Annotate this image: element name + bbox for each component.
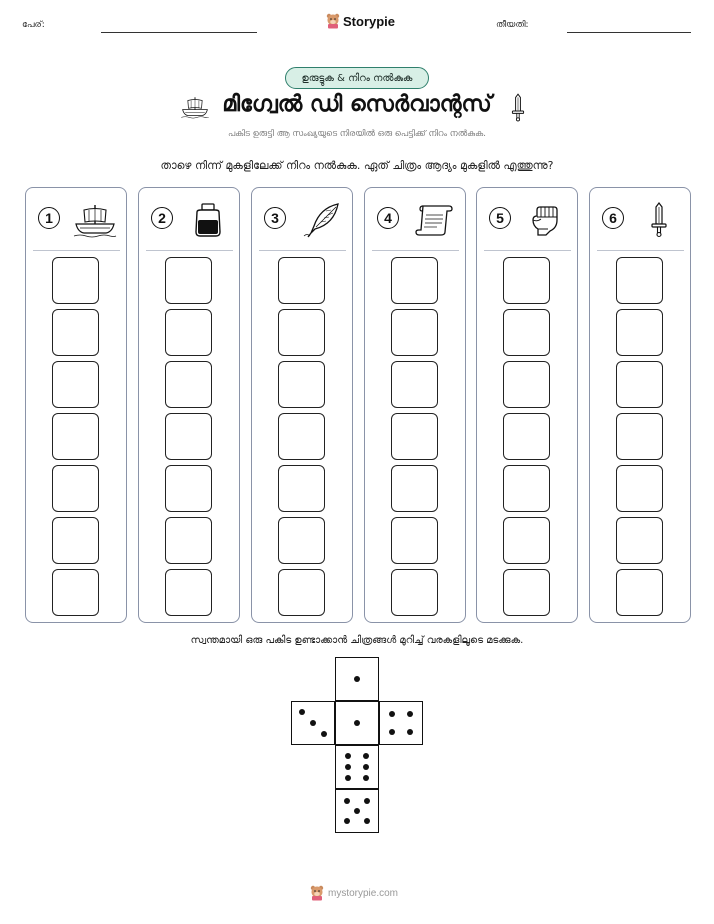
- die-pip: [363, 753, 369, 759]
- die-pip: [321, 731, 327, 737]
- color-box[interactable]: [391, 569, 438, 616]
- activity-tag: ഉരുട്ടുക & നിറം നൽകുക: [285, 67, 429, 89]
- color-box[interactable]: [165, 569, 212, 616]
- column-number: 6: [602, 207, 624, 229]
- die-pip: [407, 729, 413, 735]
- color-box[interactable]: [52, 517, 99, 564]
- color-box[interactable]: [52, 309, 99, 356]
- die-pip: [363, 775, 369, 781]
- sword-icon: [510, 92, 526, 122]
- column-2: [138, 187, 240, 623]
- color-box[interactable]: [278, 257, 325, 304]
- die-face: [335, 745, 379, 789]
- die-pip: [389, 711, 395, 717]
- color-box[interactable]: [391, 465, 438, 512]
- color-box[interactable]: [391, 309, 438, 356]
- storypie-bear-icon: [326, 13, 340, 29]
- die-pip: [344, 798, 350, 804]
- color-box[interactable]: [503, 569, 550, 616]
- column-divider: [597, 250, 684, 251]
- color-box[interactable]: [391, 257, 438, 304]
- name-line[interactable]: [101, 32, 257, 33]
- brand-name: Storypie: [343, 13, 396, 29]
- die-pip: [345, 753, 351, 759]
- column-5: [476, 187, 578, 623]
- column-divider: [484, 250, 571, 251]
- color-box[interactable]: [503, 309, 550, 356]
- color-box[interactable]: [503, 361, 550, 408]
- color-box[interactable]: [278, 517, 325, 564]
- die-pip: [354, 676, 360, 682]
- column-number: 5: [489, 207, 511, 229]
- color-box[interactable]: [165, 465, 212, 512]
- color-box[interactable]: [52, 257, 99, 304]
- color-box[interactable]: [165, 413, 212, 460]
- title-row: [0, 90, 714, 124]
- die-pip: [299, 709, 305, 715]
- color-box[interactable]: [278, 465, 325, 512]
- column-divider: [146, 250, 233, 251]
- fold-instruction: സ്വന്തമായി ഒരു പകിട ഉണ്ടാക്കാൻ ചിത്രങ്ങൾ മുറിച്ച് വരകളിലൂടെ മടക്കുക.: [190, 635, 524, 646]
- footer: [310, 885, 398, 901]
- column-divider: [372, 250, 459, 251]
- color-box[interactable]: [616, 569, 663, 616]
- color-box[interactable]: [391, 517, 438, 564]
- column-header: [375, 200, 457, 238]
- color-box[interactable]: [503, 517, 550, 564]
- inkwell-icon: [185, 202, 231, 238]
- die-pip: [345, 764, 351, 770]
- color-box[interactable]: [165, 361, 212, 408]
- column-6: [589, 187, 691, 623]
- scroll-icon: [411, 202, 457, 238]
- color-box[interactable]: [503, 257, 550, 304]
- storypie-bear-icon: [310, 885, 324, 901]
- brand-logo: [326, 13, 395, 29]
- die-pip: [363, 764, 369, 770]
- color-box[interactable]: [391, 361, 438, 408]
- color-box[interactable]: [278, 361, 325, 408]
- die-pip: [364, 798, 370, 804]
- column-1: [25, 187, 127, 623]
- die-face: [335, 789, 379, 833]
- color-box[interactable]: [616, 517, 663, 564]
- date-line[interactable]: [567, 32, 691, 33]
- column-header: [487, 200, 569, 238]
- color-box[interactable]: [503, 413, 550, 460]
- color-box[interactable]: [165, 257, 212, 304]
- column-number: 1: [38, 207, 60, 229]
- die-pip: [354, 720, 360, 726]
- color-box[interactable]: [616, 413, 663, 460]
- gauntlet-icon: [523, 202, 569, 238]
- die-face: [291, 701, 335, 745]
- column-header: [149, 200, 231, 238]
- color-box[interactable]: [52, 413, 99, 460]
- color-box[interactable]: [391, 413, 438, 460]
- die-face: [379, 701, 423, 745]
- color-box[interactable]: [616, 465, 663, 512]
- die-pip: [389, 729, 395, 735]
- color-box[interactable]: [52, 465, 99, 512]
- color-box[interactable]: [165, 309, 212, 356]
- column-header: [600, 200, 682, 238]
- sword-icon: [636, 202, 682, 238]
- instruction: താഴെ നിന്ന് മുകളിലേക്ക് നിറം നൽകുക. ഏത് ചിത്രം ആദ്യം മുകളിൽ എത്തുന്നു?: [160, 159, 554, 172]
- ship-icon: [72, 202, 118, 238]
- column-3: [251, 187, 353, 623]
- color-box[interactable]: [616, 257, 663, 304]
- color-box[interactable]: [165, 517, 212, 564]
- die-pip: [344, 818, 350, 824]
- color-box[interactable]: [616, 309, 663, 356]
- color-box[interactable]: [52, 361, 99, 408]
- color-box[interactable]: [278, 413, 325, 460]
- column-header: [36, 200, 118, 238]
- column-number: 4: [377, 207, 399, 229]
- column-4: [364, 187, 466, 623]
- name-label: പേര്:: [22, 20, 45, 30]
- footer-url: mystorypie.com: [328, 887, 399, 899]
- die-pip: [364, 818, 370, 824]
- date-label: തീയതി:: [496, 20, 529, 30]
- page-title: മിഗ്വേൽ ഡി സെർവാന്റസ്: [222, 92, 492, 117]
- die-pip: [345, 775, 351, 781]
- die-pip: [354, 808, 360, 814]
- color-box[interactable]: [616, 361, 663, 408]
- quill-icon: [298, 202, 344, 238]
- subtitle: പകിട ഉരുട്ടി ആ സംഖ്യയുടെ നിരയിൽ ഒരു പെട്ടിക്ക് നിറം നൽകുക.: [228, 129, 486, 139]
- die-face: [335, 657, 379, 701]
- column-divider: [33, 250, 120, 251]
- column-header: [262, 200, 344, 238]
- die-pip: [310, 720, 316, 726]
- color-box[interactable]: [278, 569, 325, 616]
- color-box[interactable]: [52, 569, 99, 616]
- color-box[interactable]: [503, 465, 550, 512]
- column-divider: [259, 250, 346, 251]
- color-box[interactable]: [278, 309, 325, 356]
- column-number: 2: [151, 207, 173, 229]
- die-face: [335, 701, 379, 745]
- column-number: 3: [264, 207, 286, 229]
- die-pip: [407, 711, 413, 717]
